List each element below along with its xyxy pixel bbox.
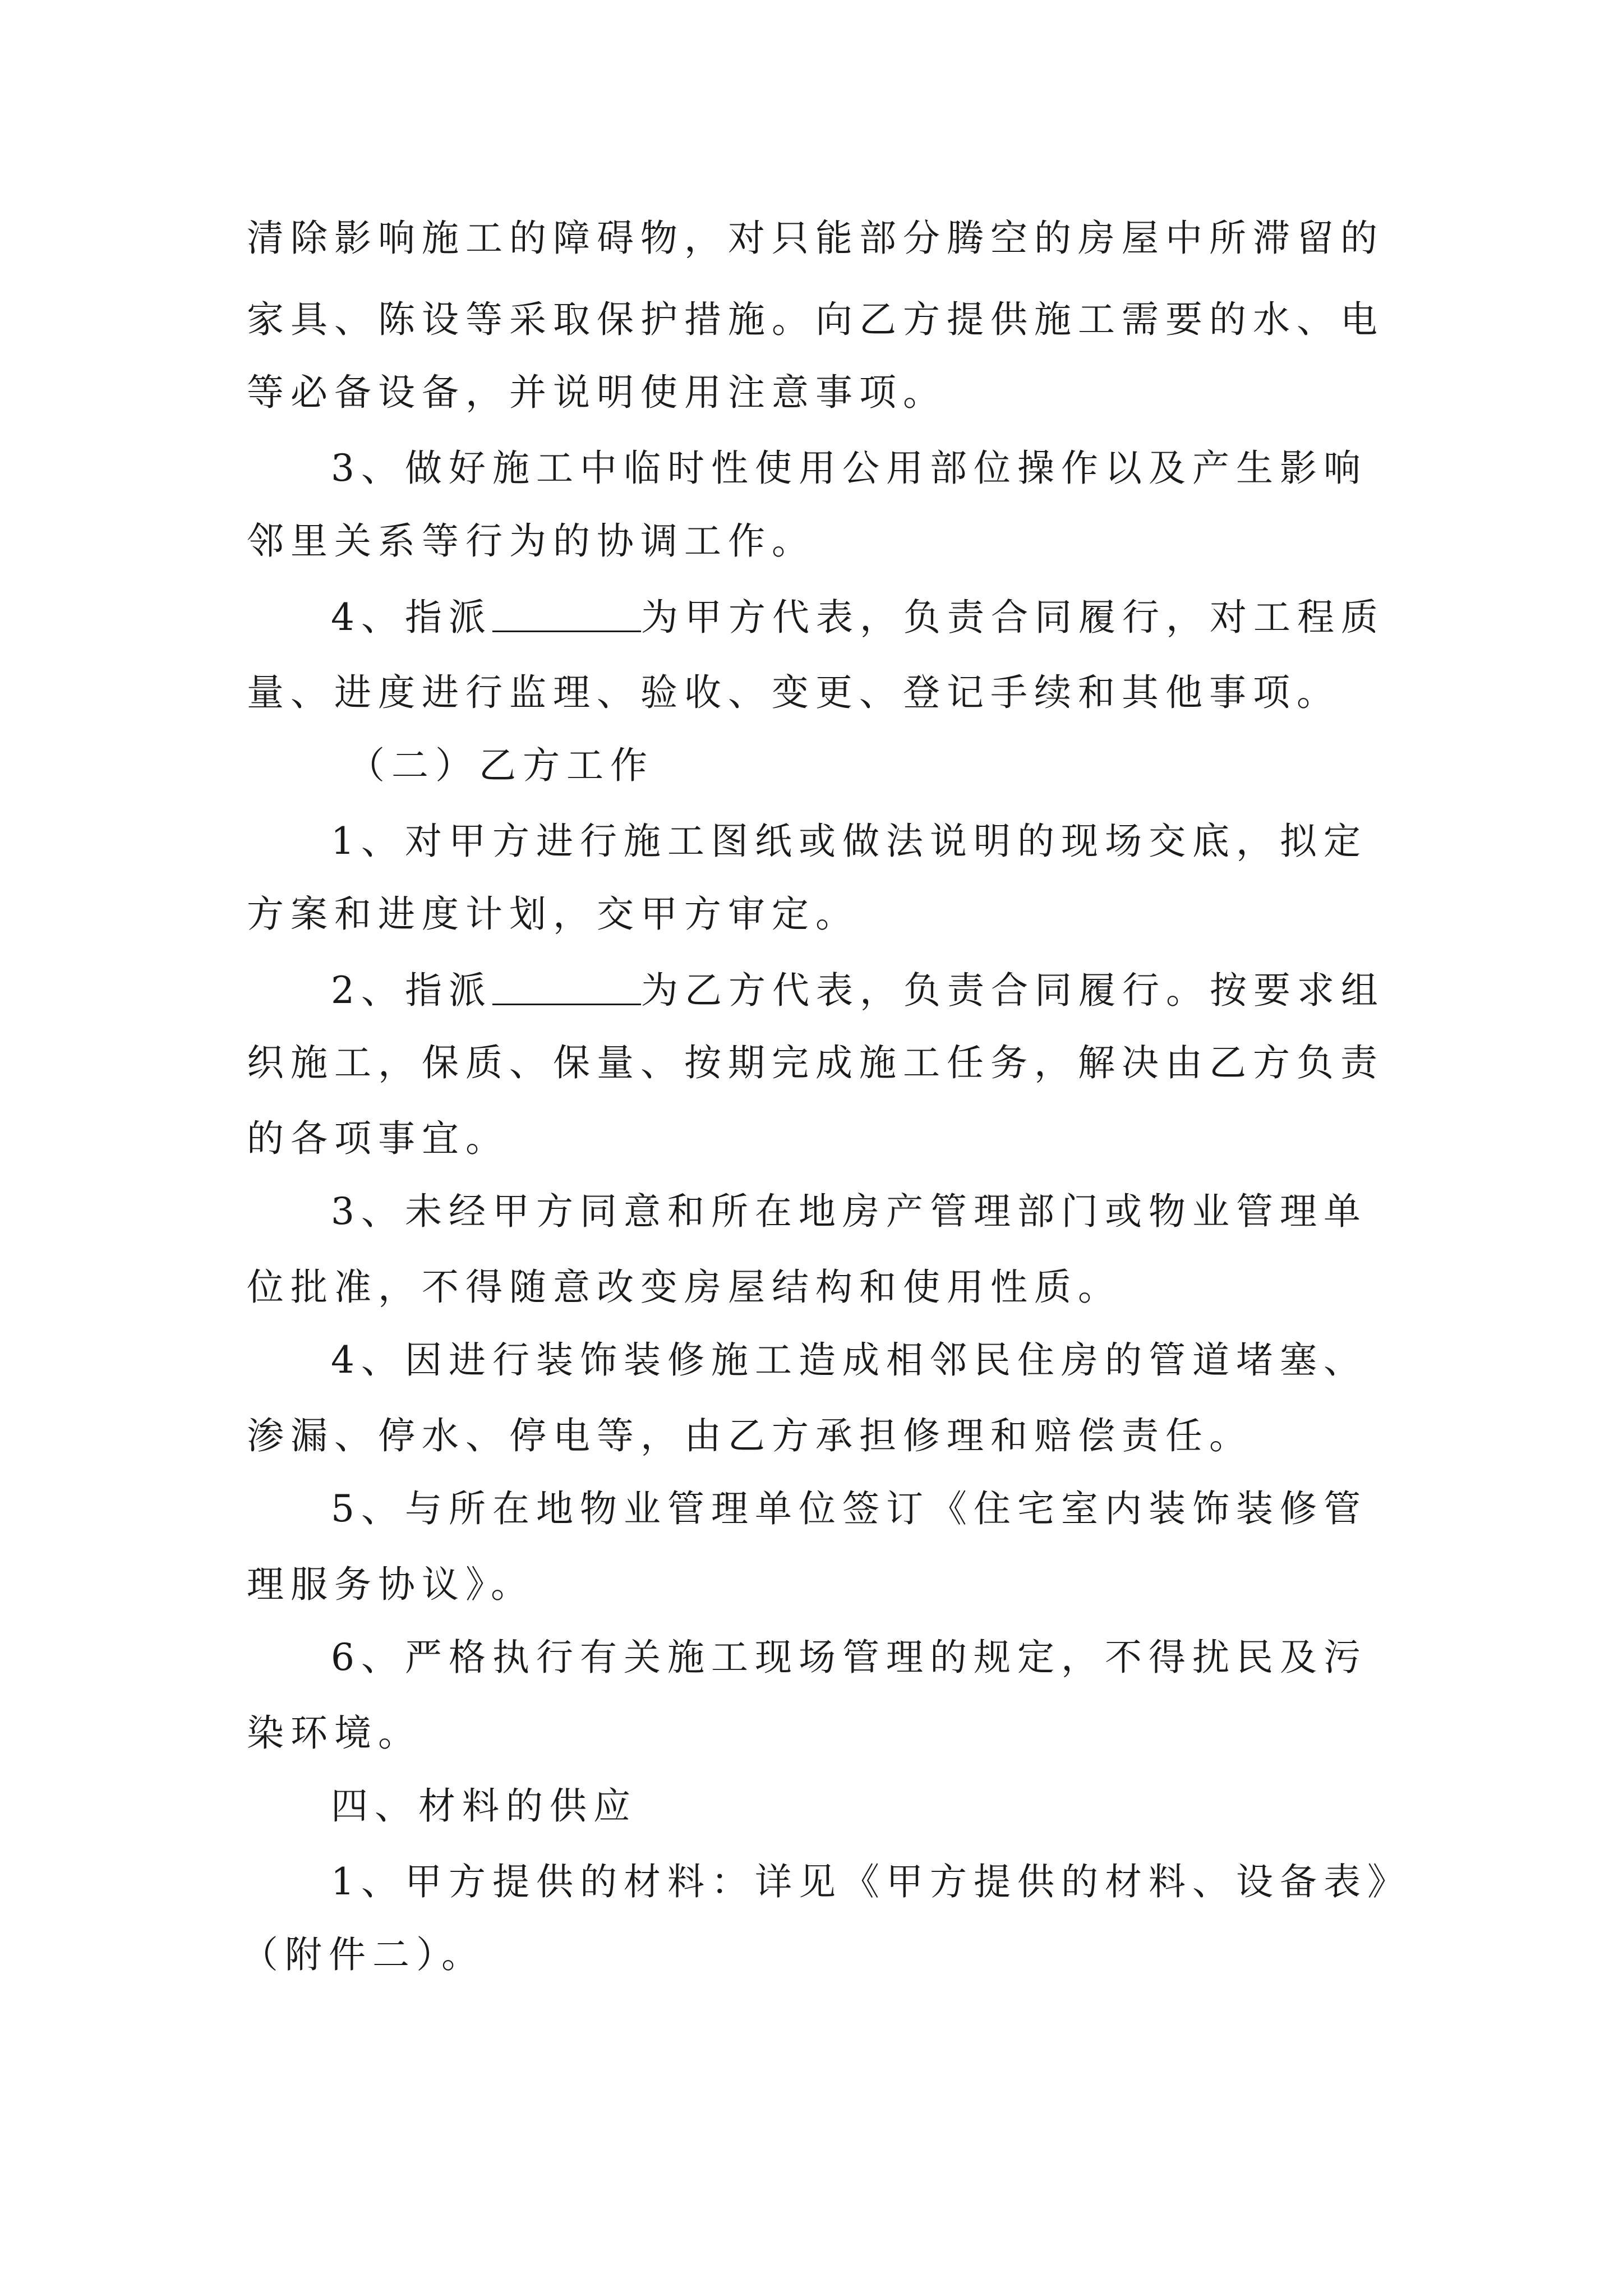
paragraph-line: 3、未经甲方同意和所在地房产管理部门或物业管理单 xyxy=(331,1190,1367,1233)
paragraph-line: 的各项事宜。 xyxy=(247,1117,509,1160)
paragraph-line xyxy=(331,968,1385,1013)
paragraph-line: 3、做好施工中临时性使用公用部位操作以及产生影响 xyxy=(331,447,1367,490)
party-a-representative-blank xyxy=(492,597,641,632)
paragraph-line: 5、与所在地物业管理单位签订《住宅室内装饰装修管 xyxy=(331,1487,1367,1530)
paragraph-line: （附件二）。 xyxy=(241,1933,485,1976)
paragraph-line: 织施工，保质、保量、按期完成施工任务，解决由乙方负责 xyxy=(247,1041,1384,1084)
paragraph-line: 6、严格执行有关施工现场管理的规定，不得扰民及污 xyxy=(331,1636,1367,1679)
paragraph-line: 邻里关系等行为的协调工作。 xyxy=(247,519,815,563)
paragraph-line: 1、甲方提供的材料：详见《甲方提供的材料、设备表》 xyxy=(331,1860,1411,1903)
paragraph-line: 理服务协议》。 xyxy=(247,1563,534,1606)
clause-prefix: 4、指派 xyxy=(331,596,492,639)
paragraph-line: 量、进度进行监理、验收、变更、登记手续和其他事项。 xyxy=(247,671,1340,714)
clause-text: 为甲方代表，负责合同履行，对工程质 xyxy=(641,596,1385,639)
clause-text: 为乙方代表，负责合同履行。按要求组 xyxy=(641,969,1385,1012)
paragraph-line: 1、对甲方进行施工图纸或做法说明的现场交底，拟定 xyxy=(331,820,1367,863)
section-heading: 四、材料的供应 xyxy=(331,1784,637,1828)
paragraph-line: 4、因进行装饰装修施工造成相邻民住房的管道堵塞、 xyxy=(331,1338,1367,1382)
paragraph-line: 渗漏、停水、停电等，由乙方承担修理和赔偿责任。 xyxy=(247,1414,1253,1457)
clause-prefix: 2、指派 xyxy=(331,969,492,1012)
paragraph-line: 清除影响施工的障碍物，对只能部分腾空的房屋中所滞留的 xyxy=(247,217,1384,260)
paragraph-line: 等必备设备，并说明使用注意事项。 xyxy=(247,371,947,414)
party-b-representative-blank xyxy=(492,970,641,1005)
paragraph-line: 位批准，不得随意改变房屋结构和使用性质。 xyxy=(247,1266,1122,1309)
paragraph-line: 家具、陈设等采取保护措施。向乙方提供施工需要的水、电 xyxy=(247,298,1384,341)
section-heading: （二）乙方工作 xyxy=(348,744,654,787)
paragraph-line xyxy=(331,595,1385,639)
paragraph-line: 染环境。 xyxy=(247,1711,422,1755)
paragraph-line: 方案和进度计划，交甲方审定。 xyxy=(247,892,859,936)
